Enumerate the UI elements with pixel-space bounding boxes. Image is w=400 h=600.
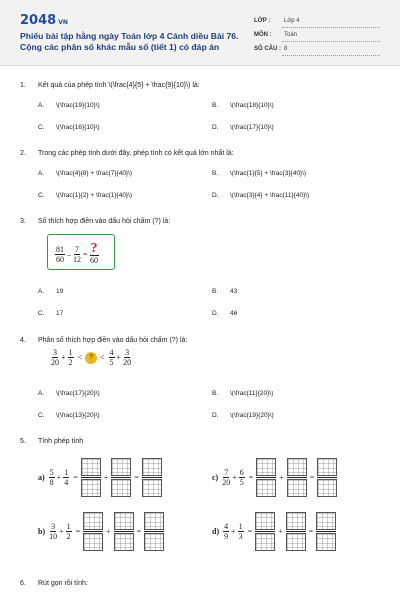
expression-box (47, 234, 115, 270)
meta-subject (254, 31, 380, 42)
placeholder-mark: ? (88, 354, 94, 361)
answer-grid[interactable] (144, 512, 164, 551)
less-than-sign: < (100, 353, 105, 362)
key-icon (85, 352, 97, 364)
option-text: \(\frac{3}{4} + \frac{11}{40}\) (230, 192, 310, 199)
fraction (55, 245, 65, 264)
option-text: \(\frac{13}{20}\) (56, 412, 100, 419)
denominator: 20 (51, 358, 59, 367)
exercise-label: c) (212, 473, 219, 482)
fraction (73, 245, 81, 264)
option-letter: B. (212, 170, 219, 177)
option-text: \(\frac{16}{10}\) (56, 124, 100, 131)
fraction (66, 522, 72, 541)
option-d[interactable] (212, 310, 237, 317)
fraction (123, 348, 131, 367)
question-text: Phân số thích hợp điền vào dấu hỏi chấm (?) là: (38, 337, 188, 344)
denominator: 60 (56, 254, 64, 264)
fraction (68, 348, 74, 367)
denominator: 9 (224, 532, 229, 541)
meta-subject-key: MÔN : (254, 32, 272, 38)
less-than-sign: < (77, 353, 83, 362)
numerator: 3 (51, 522, 56, 531)
numerator: 1 (64, 468, 69, 477)
exercise-label: b) (38, 527, 46, 536)
denominator: 3 (238, 532, 243, 541)
option-letter: A. (38, 288, 45, 295)
exercise-c: c) $\frac{7}{20}$ + $\frac{6}{5}$ = + = (212, 458, 337, 497)
page-header (0, 0, 400, 66)
question-number: 5. (20, 438, 26, 445)
question-text: Trong các phép tính dưới đây, phép tính có kết quả lớn nhất là: (38, 150, 234, 157)
denominator: 60 (90, 256, 99, 265)
option-a[interactable] (38, 288, 63, 295)
denominator: 12 (73, 254, 81, 264)
fraction (109, 348, 115, 367)
meta-class-key: LỚP : (254, 18, 271, 24)
option-letter: B. (212, 102, 219, 109)
question-text: Tính phép tính (38, 438, 84, 445)
option-d[interactable] (212, 192, 309, 199)
option-text: \(\frac{17}{10}\) (230, 124, 274, 131)
question-mark-icon: ? (90, 241, 98, 256)
option-c[interactable] (38, 192, 132, 199)
option-a[interactable] (38, 102, 100, 109)
denominator: 2 (66, 532, 71, 541)
option-text: 43 (230, 288, 238, 295)
option-letter: D. (212, 412, 219, 419)
meta-count (254, 45, 380, 56)
fraction (51, 348, 59, 367)
logo-text: 2048 (20, 13, 57, 28)
numerator: 1 (238, 522, 243, 531)
option-text: \(\frac{1}{2} + \frac{1}{40}\) (56, 192, 133, 199)
denominator: 20 (123, 358, 132, 367)
option-letter: D. (212, 124, 219, 131)
option-letter: B. (212, 288, 219, 295)
option-c[interactable] (38, 412, 100, 419)
option-text: \(\frac{19}{10}\) (56, 102, 100, 109)
meta-class (254, 17, 380, 28)
question-text: Kết quả của phép tính \(\frac{4}{5} + \frac{9}{10}\) là: (38, 82, 200, 89)
numerator: 4 (109, 348, 114, 357)
minus-sign: – (67, 249, 71, 259)
meta-class-value: Lớp 4 (284, 18, 300, 24)
numerator: 1 (66, 522, 71, 531)
answer-grid[interactable] (83, 512, 103, 551)
option-text: \(\frac{17}{20}\) (56, 390, 100, 397)
answer-grid[interactable] (111, 458, 131, 497)
fraction (49, 468, 55, 487)
option-text: \(\frac{18}{10}\) (230, 102, 274, 109)
numerator: 7 (75, 244, 79, 254)
logo-suffix: VN (58, 19, 68, 26)
answer-grid[interactable] (317, 458, 337, 497)
answer-grid[interactable] (255, 512, 275, 551)
answer-grid[interactable] (316, 512, 336, 551)
question-text: Rút gọn rồi tính: (38, 580, 88, 587)
denominator: 10 (49, 532, 58, 541)
plus-sign: + (232, 473, 237, 482)
answer-grid[interactable] (286, 512, 306, 551)
option-letter: A. (38, 102, 45, 109)
inequality-expression (50, 348, 132, 367)
option-a[interactable] (38, 170, 132, 177)
option-text: \(\frac{19}{20}\) (230, 412, 274, 419)
numerator: 5 (49, 468, 54, 477)
numerator: 3 (53, 348, 57, 357)
answer-grid[interactable] (142, 458, 162, 497)
question-number: 3. (20, 218, 26, 225)
option-letter: D. (212, 192, 219, 199)
option-b[interactable] (212, 102, 274, 109)
meta-count-value: 8 (284, 46, 288, 52)
option-letter: C. (38, 412, 45, 419)
option-b[interactable] (212, 288, 237, 295)
numerator: 6 (239, 468, 244, 477)
option-text: 17 (56, 310, 64, 317)
plus-sign: + (56, 473, 62, 482)
option-b[interactable] (212, 390, 273, 397)
equals-sign: = (83, 249, 88, 259)
fraction (222, 468, 230, 487)
exercise-d: d) $\frac{4}{9}$ + $\frac{1}{3}$ = + = (212, 512, 336, 551)
option-c[interactable] (38, 310, 63, 317)
denominator: 5 (239, 478, 244, 487)
answer-grid[interactable] (256, 458, 276, 497)
option-d[interactable] (212, 412, 274, 419)
answer-grid[interactable] (81, 458, 101, 497)
exercise-label: a) (38, 473, 45, 482)
numerator: 4 (224, 522, 229, 531)
meta-subject-value: Toán (284, 32, 298, 38)
option-letter: C. (38, 192, 45, 199)
option-letter: D. (212, 310, 219, 317)
option-a[interactable] (38, 390, 100, 397)
numerator: 7 (224, 468, 229, 477)
question-number: 2. (20, 150, 26, 157)
option-text: 46 (230, 310, 238, 317)
question-number: 6. (20, 580, 26, 587)
question-number: 1. (20, 82, 26, 89)
option-letter: A. (38, 170, 45, 177)
fraction (239, 468, 245, 487)
option-b[interactable] (212, 170, 306, 177)
option-letter: A. (38, 390, 45, 397)
numerator: 1 (68, 348, 73, 357)
fraction (90, 243, 99, 265)
plus-sign: + (116, 353, 122, 362)
denominator: 20 (222, 478, 231, 487)
numerator: 81 (56, 244, 64, 254)
option-text: \(\frac{4}{8} + \frac{7}{40}\) (56, 170, 133, 177)
option-text: \(\frac{11}{20}\) (230, 390, 274, 397)
fraction (63, 468, 69, 487)
plus-sign: + (231, 527, 236, 536)
page-title: Phiếu bài tập hằng ngày Toán lớp 4 Cánh diều Bài 76. Cộng các phân số khác mẫu số (tiết 1) có đáp án (20, 31, 239, 52)
exercise-a: a) $\frac{5}{8}$ + $\frac{1}{4}$ = + = (38, 458, 162, 497)
option-text: \(\frac{1}{5} + \frac{3}{40}\) (230, 170, 307, 177)
numerator: 3 (125, 348, 130, 357)
site-logo[interactable] (20, 13, 68, 28)
option-c[interactable] (38, 124, 100, 131)
denominator: 2 (68, 358, 73, 367)
fraction (49, 522, 57, 541)
option-text: 19 (56, 288, 64, 295)
option-letter: C. (38, 310, 45, 317)
question-text: Số thích hợp điền vào dấu hỏi chấm (?) là: (38, 218, 171, 225)
denominator: 4 (64, 478, 69, 487)
exercise-label: d) (212, 527, 220, 536)
meta-count-key: SỐ CÂU : (254, 46, 281, 52)
option-d[interactable] (212, 124, 274, 131)
option-letter: B. (212, 390, 219, 397)
plus-sign: + (61, 353, 66, 362)
fraction (223, 522, 229, 541)
denominator: 8 (49, 478, 54, 487)
denominator: 5 (109, 358, 114, 367)
exercise-b: b) $\frac{3}{10}$ + $\frac{1}{2}$ = + = (38, 512, 164, 551)
answer-grid[interactable] (287, 458, 307, 497)
fraction (238, 522, 244, 541)
question-number: 4. (20, 337, 26, 344)
answer-grid[interactable] (114, 512, 134, 551)
option-letter: C. (38, 124, 45, 131)
plus-sign: + (59, 527, 64, 536)
